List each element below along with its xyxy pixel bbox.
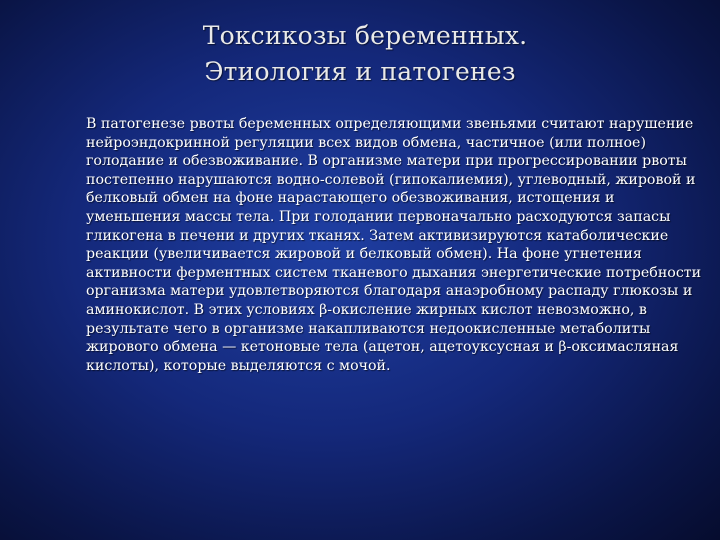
title-line-1: Токсикозы беременных. [202,21,528,50]
body-paragraph: В патогенезе рвоты беременных определяющими звеньями считают нарушение нейроэндокринной регуляции всех видов обмена, частичное (или полное) голодание и обезвоживание. В организме матери при прогрессировании рвоты постепенно нарушаются водно-солевой (гипокалиемия), углеводный, жировой и белковый обмен на фоне нарастающего обезвоживания, истощения и уменьшения массы тела. При голодании первоначально расходуются запасы гликогена в печени и других тканях. Затем активизируются катаболические реакции (увеличивается жировой и белковый обмен). На фоне угнетения активности ферментных систем тканевого дыхания энергетические потребности организма матери удовлетворяются благодаря анаэробному распаду глюкозы и аминокислот. В этих условиях β-окисление жирных кислот невозможно, в результате чего в организме накапливаются недоокисленные метаболиты жирового обмена — кетоновые тела (ацетон, ацетоуксусная и β-оксимасляная кислоты), которые выделяются с мочой. [86,116,702,374]
slide-title [0,18,720,90]
title-line-2: Этиология и патогенез [204,57,516,86]
